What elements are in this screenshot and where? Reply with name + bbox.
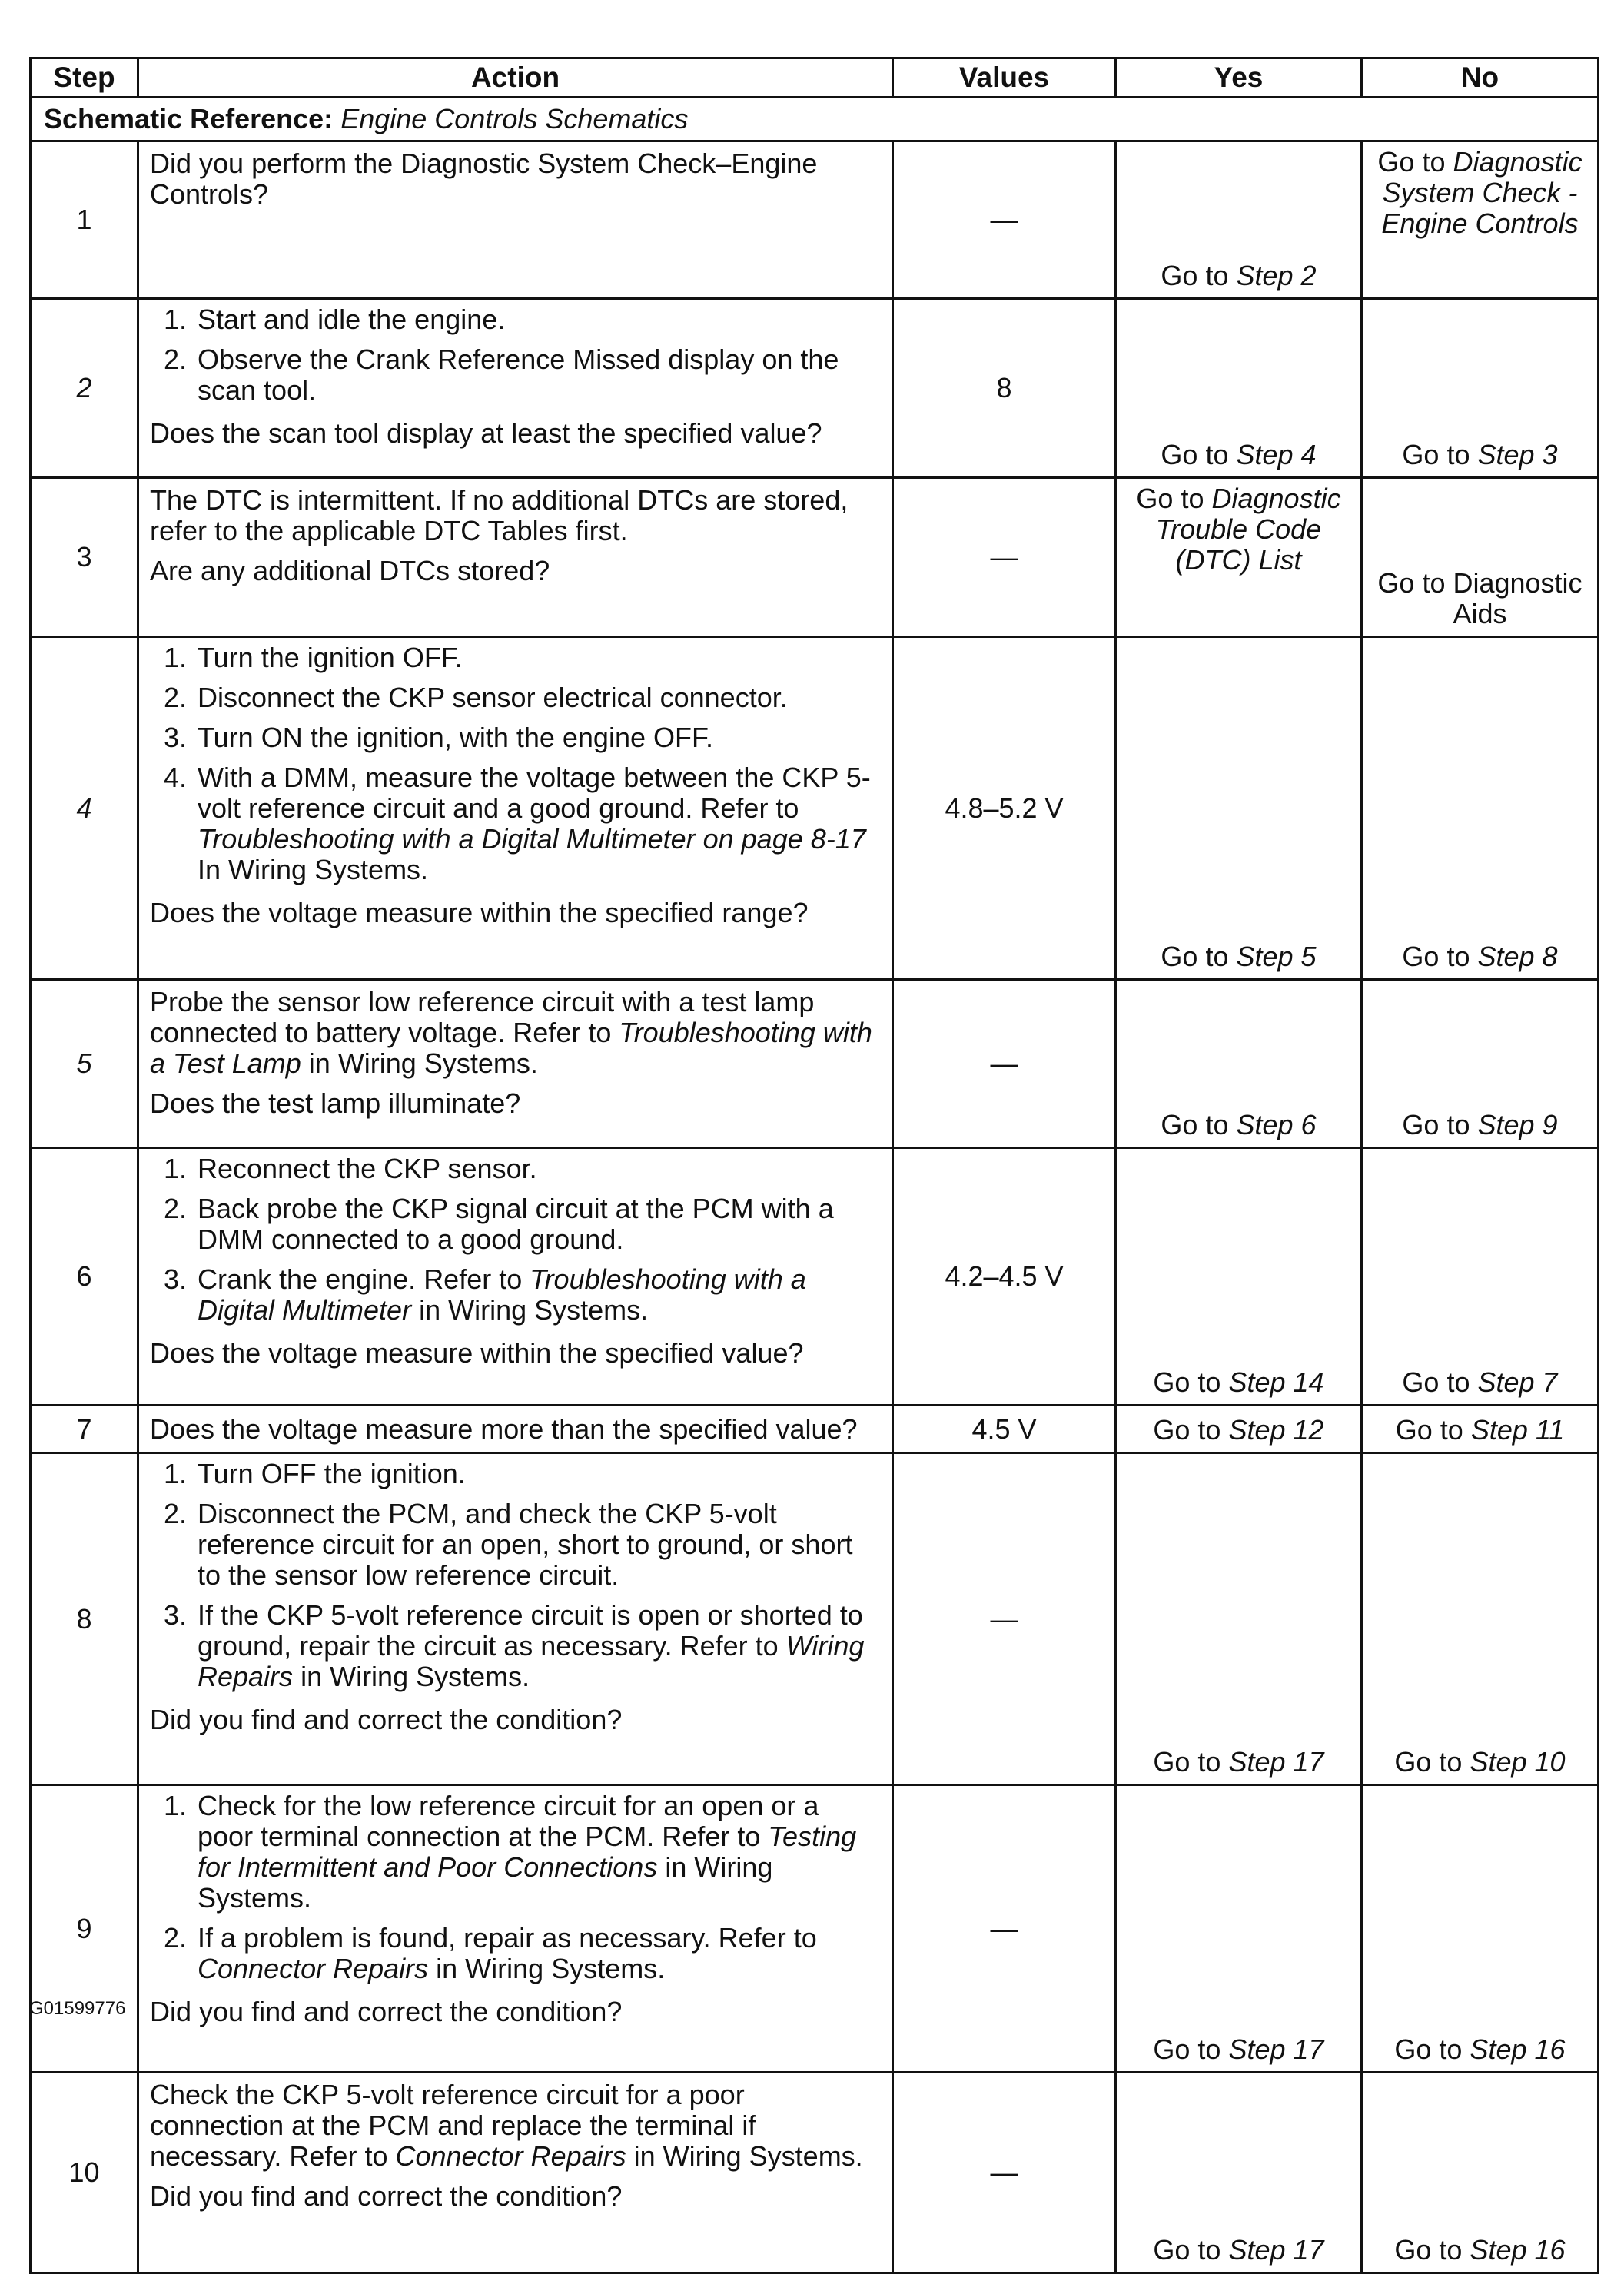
no-link-prefix[interactable]: Go to	[1394, 2033, 1470, 2065]
cross-reference-link[interactable]: Troubleshooting with a Digital Multimeter on page 8-17	[198, 823, 866, 855]
schematic-cell	[31, 98, 1599, 141]
text-segment: If a problem is found, repair as necessary. Refer to	[198, 1922, 817, 1954]
list-item	[150, 304, 881, 335]
yes-result-cell	[1116, 1148, 1362, 1406]
yes-link-target[interactable]: Diagnostic Trouble Code (DTC) List	[1155, 483, 1341, 576]
list-item-number: 2.	[163, 1498, 187, 1529]
action-question: Does the scan tool display at least the specified value?	[150, 417, 822, 449]
list-item-text	[198, 1791, 881, 1914]
no-link-prefix[interactable]: Go to	[1394, 1746, 1470, 1778]
list-item-text	[198, 304, 881, 335]
list-item	[150, 344, 881, 406]
action-cell	[138, 299, 893, 478]
header-row	[31, 58, 1599, 98]
action-question: Are any additional DTCs stored?	[150, 555, 550, 586]
no-result-cell	[1362, 1406, 1599, 1453]
no-link-prefix[interactable]: Go to	[1402, 439, 1478, 470]
step-number: 7	[31, 1406, 138, 1453]
list-item-text	[198, 344, 881, 406]
list-item-text	[198, 1154, 881, 1184]
table-row	[31, 1148, 1599, 1406]
value-cell: 4.5 V	[893, 1406, 1116, 1453]
action-question: Did you find and correct the condition?	[150, 1704, 623, 1735]
step-number: 2	[31, 299, 138, 478]
yes-link-prefix[interactable]: Go to	[1161, 260, 1237, 291]
list-item-number: 1.	[163, 1153, 187, 1184]
yes-link-prefix[interactable]: Go to	[1153, 2234, 1229, 2266]
list-item-number: 1.	[163, 1790, 187, 1821]
table-row	[31, 2073, 1599, 2273]
yes-link-prefix[interactable]: Go to	[1153, 1366, 1229, 1398]
table-row	[31, 299, 1599, 478]
cross-reference-link[interactable]: Troubleshooting with a Test Lamp	[150, 1017, 872, 1079]
schematic-link[interactable]: Engine Controls Schematics	[340, 103, 689, 134]
text-segment: Check the CKP 5-volt reference circuit for a poor connection at the PCM and replace the terminal if necessary. Refer to	[150, 2079, 756, 2172]
list-item	[150, 1600, 881, 1692]
action-steps-list	[150, 1154, 881, 1335]
list-item-text	[198, 1193, 881, 1255]
text-segment: Crank the engine. Refer to	[198, 1263, 530, 1295]
action-cell	[138, 1453, 893, 1785]
step-number: 3	[31, 478, 138, 637]
list-item	[150, 1154, 881, 1184]
step-number: 4	[31, 637, 138, 980]
action-intro	[150, 987, 881, 1079]
no-link-target[interactable]: Step 8	[1477, 941, 1558, 972]
no-result-cell	[1362, 1453, 1599, 1785]
no-link-prefix[interactable]: Go to	[1395, 1414, 1471, 1446]
no-link-prefix[interactable]: Go to	[1402, 1366, 1478, 1398]
no-result-cell	[1362, 299, 1599, 478]
yes-result-cell	[1116, 299, 1362, 478]
list-item-number: 1.	[163, 304, 187, 335]
list-item	[150, 722, 881, 753]
table-row	[31, 980, 1599, 1148]
text-segment: Turn OFF the ignition.	[198, 1458, 466, 1489]
list-item-text	[198, 1459, 881, 1489]
action-question: Does the voltage measure more than the specified value?	[150, 1413, 858, 1445]
text-segment: Reconnect the CKP sensor.	[198, 1153, 537, 1184]
text-segment: in Wiring Systems.	[293, 1661, 530, 1692]
yes-result-cell	[1116, 1406, 1362, 1453]
yes-result-cell	[1116, 2073, 1362, 2273]
text-segment: Start and idle the engine.	[198, 304, 506, 335]
action-question: Does the voltage measure within the specified range?	[150, 897, 809, 928]
header-action: Action	[138, 58, 893, 98]
list-item-text	[198, 762, 881, 885]
value-cell: —	[893, 2073, 1116, 2273]
value-cell: —	[893, 1453, 1116, 1785]
list-item	[150, 1193, 881, 1255]
list-item	[150, 1459, 881, 1489]
table-row	[31, 1406, 1599, 1453]
text-segment: Disconnect the PCM, and check the CKP 5-volt reference circuit for an open, short to ground, or short to the sensor low reference circuit.	[198, 1498, 853, 1591]
step-number: 10	[31, 2073, 138, 2273]
header-yes: Yes	[1116, 58, 1362, 98]
cross-reference-link[interactable]: Connector Repairs	[395, 2140, 626, 2172]
no-link-target[interactable]: Step 7	[1477, 1366, 1558, 1398]
text-segment: in Wiring Systems.	[198, 1851, 773, 1914]
yes-result-cell	[1116, 478, 1362, 637]
list-item-text	[198, 722, 881, 753]
header-step: Step	[31, 58, 138, 98]
list-item-text	[198, 1600, 881, 1692]
yes-result-cell	[1116, 141, 1362, 299]
step-number: 8	[31, 1453, 138, 1785]
action-intro: Did you perform the Diagnostic System Check–Engine Controls?	[150, 148, 818, 210]
no-link-target[interactable]: Step 16	[1470, 2033, 1566, 2065]
text-segment: in Wiring Systems.	[301, 1047, 538, 1079]
yes-link-target[interactable]: Step 17	[1228, 1746, 1324, 1778]
no-result-cell	[1362, 1785, 1599, 2073]
no-link-target[interactable]: Step 9	[1477, 1109, 1558, 1140]
list-item-number: 3.	[163, 722, 187, 753]
action-steps-list	[150, 1459, 881, 1701]
no-result-cell	[1362, 1148, 1599, 1406]
yes-link-target[interactable]: Step 5	[1236, 941, 1317, 972]
yes-link-target[interactable]: Step 2	[1236, 260, 1317, 291]
value-cell: 4.2–4.5 V	[893, 1148, 1116, 1406]
step-number: 5	[31, 980, 138, 1148]
action-cell	[138, 2073, 893, 2273]
list-item-text	[198, 1923, 881, 1984]
text-segment: in Wiring Systems.	[428, 1953, 666, 1984]
no-result-cell	[1362, 637, 1599, 980]
list-item	[150, 642, 881, 673]
cross-reference-link[interactable]: Wiring Repairs	[198, 1630, 865, 1692]
diagnostic-table	[29, 57, 1599, 2274]
step-number: 1	[31, 141, 138, 299]
action-steps-list	[150, 304, 881, 415]
action-intro: The DTC is intermittent. If no additional DTCs are stored, refer to the applicable DTC Tables first.	[150, 484, 849, 546]
list-item-number: 2.	[163, 1922, 187, 1954]
action-cell	[138, 980, 893, 1148]
schematic-row	[31, 98, 1599, 141]
no-link-target[interactable]: Step 3	[1477, 439, 1558, 470]
text-segment: If the CKP 5-volt reference circuit is open or shorted to ground, repair the circuit as necessary. Refer to	[198, 1599, 863, 1662]
value-cell: —	[893, 478, 1116, 637]
table-row	[31, 1785, 1599, 2073]
text-segment: Disconnect the CKP sensor electrical connector.	[198, 682, 788, 713]
value-cell: 4.8–5.2 V	[893, 637, 1116, 980]
list-item-text	[198, 1499, 881, 1591]
action-cell	[138, 141, 893, 299]
figure-id: G01599776	[29, 1998, 126, 2019]
yes-result-cell	[1116, 637, 1362, 980]
list-item	[150, 682, 881, 713]
text-segment: Back probe the CKP signal circuit at the PCM with a DMM connected to a good ground.	[198, 1193, 834, 1255]
action-question: Does the test lamp illuminate?	[150, 1087, 521, 1119]
list-item-number: 1.	[163, 1458, 187, 1489]
no-result-cell	[1362, 478, 1599, 637]
value-cell: —	[893, 980, 1116, 1148]
no-link-target[interactable]: Step 10	[1470, 1746, 1566, 1778]
no-link-target[interactable]: Step 16	[1470, 2234, 1566, 2266]
list-item	[150, 1791, 881, 1914]
list-item-number: 3.	[163, 1263, 187, 1295]
yes-link-prefix[interactable]: Go to	[1153, 2033, 1229, 2065]
action-question: Did you find and correct the condition?	[150, 1996, 623, 2027]
schematic-label: Schematic Reference:	[44, 103, 334, 134]
yes-link-prefix[interactable]: Go to	[1161, 439, 1237, 470]
list-item-number: 4.	[163, 762, 187, 793]
yes-link-target[interactable]: Step 17	[1228, 2234, 1324, 2266]
text-segment: With a DMM, measure the voltage between the CKP 5-volt reference circuit and a good ground. Refer to	[198, 762, 871, 824]
list-item-number: 2.	[163, 344, 187, 375]
no-link-prefix[interactable]: Go to	[1394, 2234, 1470, 2266]
text-segment: Probe the sensor low reference circuit with a test lamp connected to battery voltage. Refer to	[150, 986, 815, 1048]
yes-result-cell	[1116, 980, 1362, 1148]
list-item	[150, 1499, 881, 1591]
table-row	[31, 478, 1599, 637]
no-result-cell	[1362, 141, 1599, 299]
action-cell	[138, 1148, 893, 1406]
step-number: 9	[31, 1785, 138, 2073]
no-link-prefix[interactable]: Go to	[1402, 941, 1478, 972]
yes-link-prefix[interactable]: Go to	[1153, 1414, 1229, 1446]
table-row	[31, 1453, 1599, 1785]
no-result-cell	[1362, 980, 1599, 1148]
header-values: Values	[893, 58, 1116, 98]
yes-link-prefix[interactable]: Go to	[1161, 1109, 1237, 1140]
text-segment: In Wiring Systems.	[198, 854, 429, 885]
table-row	[31, 141, 1599, 299]
cross-reference-link[interactable]: Connector Repairs	[198, 1953, 429, 1984]
yes-link-prefix[interactable]: Go to	[1153, 1746, 1229, 1778]
list-item-number: 3.	[163, 1599, 187, 1631]
list-item-number: 2.	[163, 1193, 187, 1224]
step-number: 6	[31, 1148, 138, 1406]
text-segment: Turn ON the ignition, with the engine OFF.	[198, 722, 713, 753]
yes-link-target[interactable]: Step 17	[1228, 2033, 1324, 2065]
no-link-prefix[interactable]: Go to Diagnostic Aids	[1377, 567, 1582, 629]
action-cell	[138, 1406, 893, 1453]
list-item	[150, 1923, 881, 1984]
cross-reference-link[interactable]: Testing for Intermittent and Poor Connections	[198, 1821, 857, 1883]
no-link-target[interactable]: Diagnostic System Check - Engine Controls	[1381, 146, 1582, 239]
text-segment: Observe the Crank Reference Missed display on the scan tool.	[198, 344, 839, 406]
list-item	[150, 762, 881, 885]
list-item-number: 1.	[163, 642, 187, 673]
yes-link-target[interactable]: Step 14	[1228, 1366, 1324, 1398]
no-link-target[interactable]: Step 11	[1470, 1414, 1565, 1446]
action-cell	[138, 637, 893, 980]
list-item-number: 2.	[163, 682, 187, 713]
yes-link-target[interactable]: Step 12	[1228, 1414, 1324, 1446]
list-item-text	[198, 1264, 881, 1326]
value-cell: —	[893, 1785, 1116, 2073]
action-question: Does the voltage measure within the specified value?	[150, 1337, 804, 1369]
value-cell: —	[893, 141, 1116, 299]
text-segment: Turn the ignition OFF.	[198, 642, 463, 673]
action-steps-list	[150, 1791, 881, 1993]
text-segment: Check for the low reference circuit for an open or a poor terminal connection at the PCM. Refer to	[198, 1790, 819, 1852]
value-cell: 8	[893, 299, 1116, 478]
yes-result-cell	[1116, 1453, 1362, 1785]
cross-reference-link[interactable]: Troubleshooting with a Digital Multimeter	[198, 1263, 806, 1326]
list-item	[150, 1264, 881, 1326]
action-steps-list	[150, 642, 881, 895]
list-item-text	[198, 682, 881, 713]
yes-result-cell	[1116, 1785, 1362, 2073]
text-segment: in Wiring Systems.	[626, 2140, 863, 2172]
action-intro	[150, 2080, 881, 2172]
yes-link-target[interactable]: Step 4	[1236, 439, 1317, 470]
table-row	[31, 637, 1599, 980]
no-link-prefix[interactable]: Go to	[1377, 146, 1453, 178]
action-cell	[138, 478, 893, 637]
text-segment: in Wiring Systems.	[411, 1294, 649, 1326]
no-result-cell	[1362, 2073, 1599, 2273]
yes-link-prefix[interactable]: Go to	[1161, 941, 1237, 972]
action-question: Did you find and correct the condition?	[150, 2180, 623, 2212]
action-cell	[138, 1785, 893, 2073]
yes-link-target[interactable]: Step 6	[1236, 1109, 1317, 1140]
list-item-text	[198, 642, 881, 673]
yes-link-prefix[interactable]: Go to	[1136, 483, 1212, 514]
no-link-prefix[interactable]: Go to	[1402, 1109, 1478, 1140]
header-no: No	[1362, 58, 1599, 98]
